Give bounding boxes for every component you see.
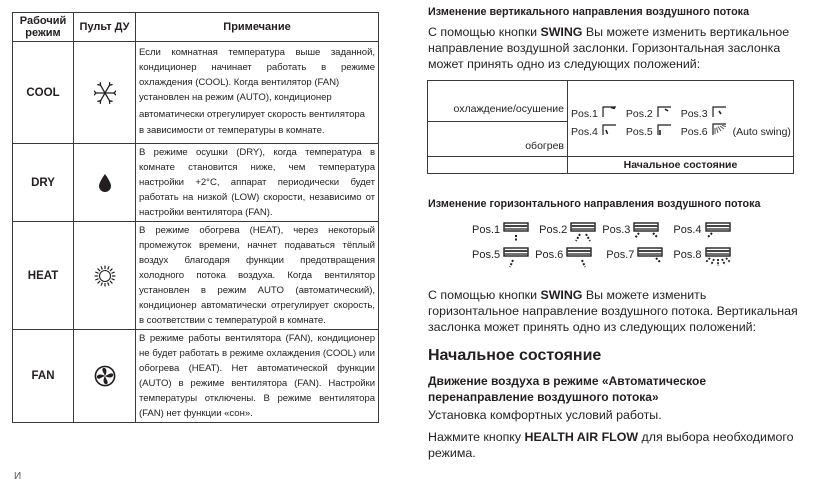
row-initial-state bbox=[428, 157, 794, 174]
table-row-fan bbox=[13, 330, 379, 423]
horizontal-airflow-paragraph: С помощью кнопки SWING Вы можете изменить горизонтальное направление воздушного потока. Вертикальная заслонка может принять одно из следующих положений: bbox=[428, 288, 798, 334]
stray-glyph: И bbox=[14, 471, 22, 479]
unit-pos4-icon bbox=[705, 222, 731, 247]
mode-label: HEAT bbox=[13, 222, 74, 330]
initial-state-label: Начальное состояние bbox=[568, 157, 794, 174]
table-header-row bbox=[13, 13, 379, 42]
unit-pos1-icon bbox=[503, 222, 529, 247]
mode-label: FAN bbox=[13, 330, 74, 423]
hpos-item-6: Pos.6 bbox=[535, 247, 592, 272]
positions-line-2: Pos.4 Pos.5 Pos.6 (Auto swing) bbox=[571, 123, 793, 141]
mode-note: В режиме осушки (DRY), когда температура в комнате становится ниже, чем температура настройки +2°C, аппарат периодически будет работать на низкой (LOW) скорости, независимо от настройки вентилятора (FAN). bbox=[136, 144, 379, 222]
table-row-heat bbox=[13, 222, 379, 330]
unit-pos5-icon bbox=[503, 247, 529, 272]
positions-cell bbox=[568, 81, 794, 157]
operating-modes-table bbox=[12, 12, 379, 423]
mode-note: В режиме обогрева (HEAT), через некоторый промежуток времени, начнет подаваться тёплый воздух благодаря функции предотвращения холодного потока воздуха. Когда вентилятор установлен в режим AUTO (автоматический), кондиционер автоматически отрегулирует скорость, в соответствии с температурой в комнате. bbox=[136, 222, 379, 330]
label-cooling-drying: охлаждение/осушение bbox=[428, 81, 568, 122]
louver-pos2-icon bbox=[657, 105, 672, 123]
swing-keyword: SWING bbox=[540, 288, 583, 302]
hpos-item-4: Pos.4 bbox=[673, 222, 730, 247]
unit-pos2-icon bbox=[570, 222, 596, 247]
table-row-cool bbox=[13, 42, 379, 144]
label-heating: обогрев bbox=[428, 122, 568, 157]
vertical-positions-table bbox=[427, 80, 794, 174]
header-note: Примечание bbox=[136, 13, 379, 42]
louver-auto-swing-icon bbox=[712, 123, 727, 141]
note-line: Если комнатная температура выше заданной, кондиционер начинает работать в режиме охлаждения (COOL). Когда вентилятор (FAN) bbox=[139, 46, 375, 88]
comfort-setup-line: Установка комфортных условий работы. bbox=[428, 408, 662, 422]
unit-pos7-icon bbox=[637, 247, 663, 272]
snowflake-icon bbox=[94, 87, 116, 98]
positions-line-1: Pos.1 Pos.2 Pos.3 bbox=[571, 105, 793, 123]
hpos-item-2: Pos.2 bbox=[539, 222, 596, 247]
mode-note: В режиме работы вентилятора (FAN), кондиционер не будет работать в режиме охлаждения (COOL) или обогрева (HEAT). Нет автоматической функции (AUTO) в режиме вентилятора (FAN). Настройки температуры отключены. В режиме вентилятора (FAN) нет функции «сон». bbox=[136, 330, 379, 423]
louver-pos3-icon bbox=[712, 105, 727, 123]
mode-label: COOL bbox=[13, 42, 74, 144]
header-mode: Рабочий режим bbox=[13, 13, 74, 42]
louver-pos1-icon bbox=[602, 105, 617, 123]
initial-state-heading: Начальное состояние bbox=[428, 347, 602, 364]
note-line: автоматически отрегулирует скорость вентилятора bbox=[139, 108, 365, 120]
health-air-flow-keyword: HEALTH AIR FLOW bbox=[524, 430, 639, 444]
vertical-airflow-heading: Изменение вертикального направления воздушного потока bbox=[428, 6, 750, 18]
unit-pos8-auto-icon bbox=[705, 247, 731, 272]
water-drop-icon bbox=[99, 177, 111, 188]
header-remote: Пульт ДУ bbox=[74, 13, 136, 42]
louver-pos5-icon bbox=[657, 123, 672, 141]
auto-swing-label: (Auto swing) bbox=[732, 125, 791, 138]
mode-note bbox=[136, 42, 379, 144]
note-line: в зависимости от температуры в комнате. bbox=[139, 125, 325, 137]
swing-keyword: SWING bbox=[540, 25, 583, 39]
horizontal-airflow-heading: Изменение горизонтального направления воздушного потока bbox=[428, 198, 761, 210]
fan-icon bbox=[94, 371, 116, 382]
table-row-dry bbox=[13, 144, 379, 222]
unit-pos3-icon bbox=[633, 222, 659, 247]
sun-icon bbox=[93, 270, 117, 281]
mode-label: DRY bbox=[13, 144, 74, 222]
auto-redirect-subheading: Движение воздуха в режиме «Автоматическое перенаправление воздушного потока» bbox=[428, 374, 707, 404]
horizontal-positions-diagram bbox=[472, 222, 737, 272]
health-air-flow-paragraph: Нажмите кнопку HEALTH AIR FLOW для выбора необходимого режима. bbox=[428, 430, 794, 460]
hpos-item-1: Pos.1 bbox=[472, 222, 529, 247]
hpos-item-7: Pos.7 bbox=[606, 247, 663, 272]
row-cooling bbox=[428, 81, 794, 122]
vertical-airflow-paragraph: С помощью кнопки SWING Вы можете изменить вертикальное направление воздушной заслонки. Горизонтальная заслонка может принять одно из следующих положений: bbox=[428, 25, 790, 71]
hpos-item-5: Pos.5 bbox=[472, 247, 529, 272]
hpos-item-3: Pos.3 bbox=[602, 222, 659, 247]
hpos-item-8: Pos.8 bbox=[673, 247, 730, 272]
note-line: установлен на режим (AUTO), кондиционер bbox=[139, 91, 332, 103]
louver-pos4-icon bbox=[602, 123, 617, 141]
unit-pos6-icon bbox=[566, 247, 592, 272]
